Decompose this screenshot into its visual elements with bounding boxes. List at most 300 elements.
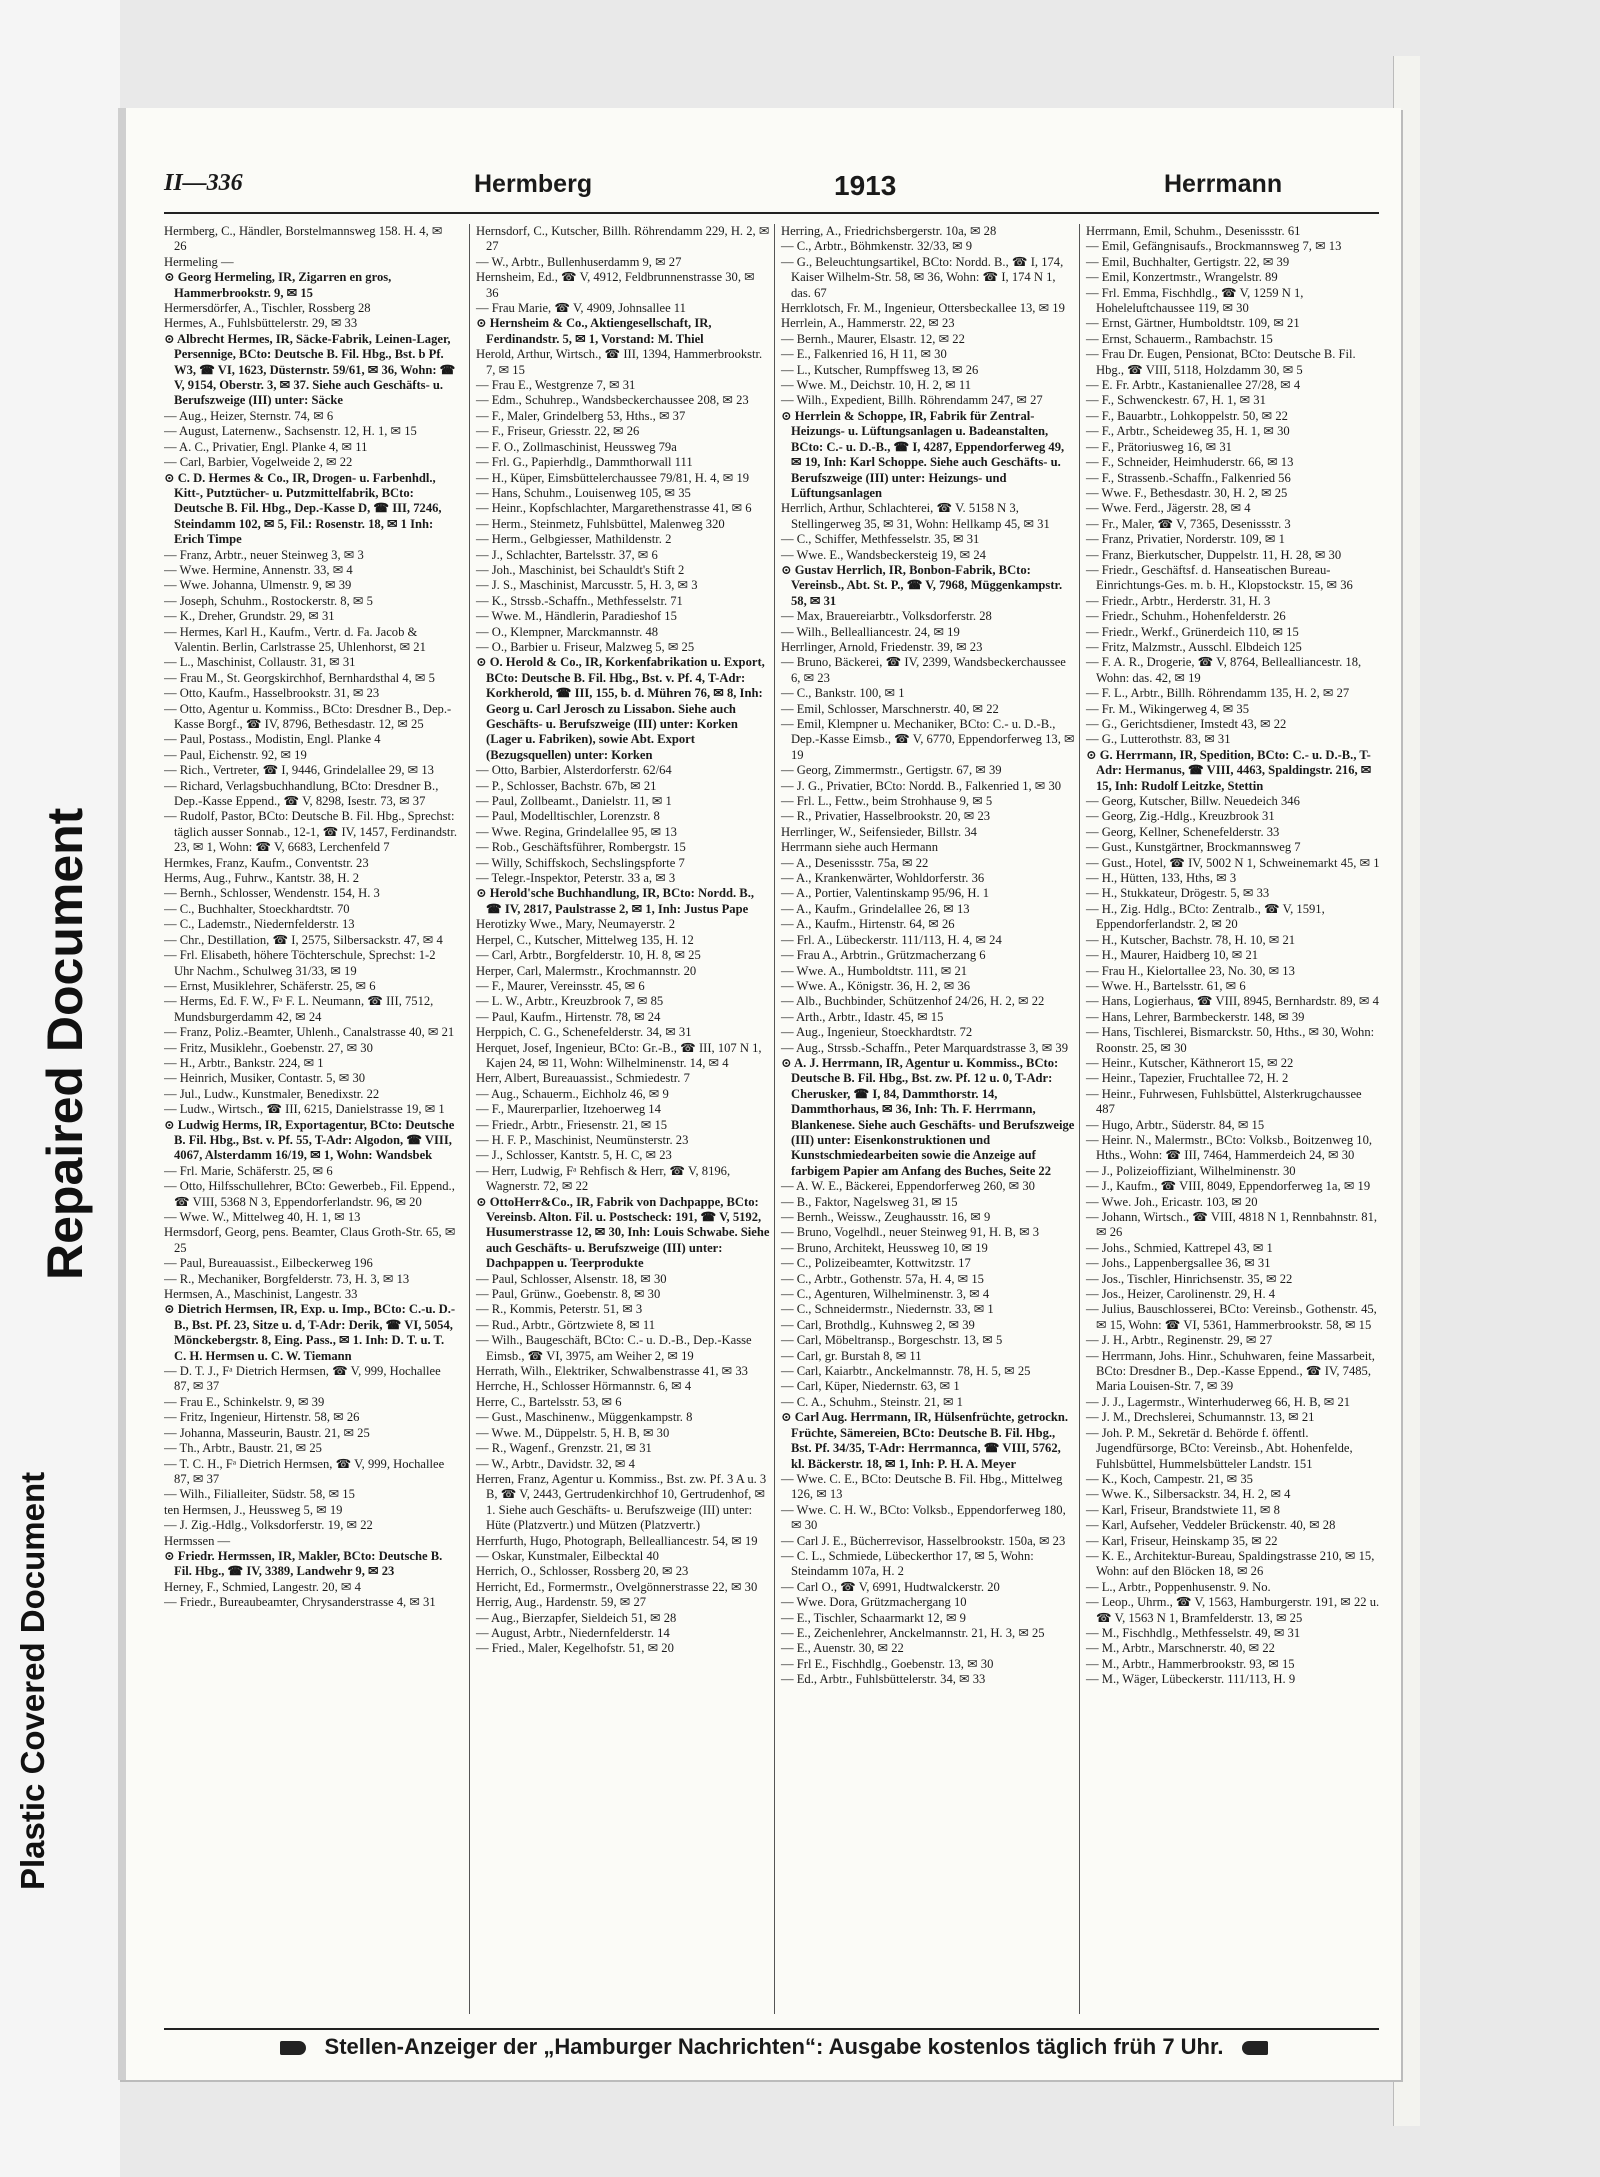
column-2	[469, 224, 770, 2014]
directory-entry: — L., Kutscher, Rumpffsweg 13, ✉ 26	[781, 362, 979, 377]
directory-entry: — Johs., Schmied, Kattrepel 43, ✉ 1	[1086, 1240, 1273, 1255]
directory-entry: — Bernh., Schlosser, Wendenstr. 154, H. 3	[164, 886, 380, 901]
directory-entry: — Bernh., Weissw., Zeughausstr. 16, ✉ 9	[781, 1210, 991, 1224]
directory-entry: — R., Privatier, Hasselbrookstr. 20, ✉ 23	[781, 809, 991, 824]
directory-entry: Hermsdorf, Georg, pens. Beamter, Claus Groth-Str. 65, ✉ 25	[164, 1225, 456, 1255]
page-footer	[164, 2028, 1379, 2066]
directory-entry: — Wwe. C. H. W., BCto: Volksb., Eppendorferweg 180, ✉ 30	[781, 1502, 1066, 1533]
directory-entry: — A., Krankenwärter, Wohldorferstr. 36	[781, 871, 985, 886]
directory-entry: — H., Hütten, 133, Hths, ✉ 3	[1086, 871, 1237, 886]
directory-entry: — F., Arbtr., Scheideweg 35, H. 1, ✉ 30	[1086, 424, 1290, 439]
directory-entry: — Fr. M., Wikingerweg 4, ✉ 35	[1086, 701, 1250, 716]
directory-entry: — Emil, Konzertmstr., Wrangelstr. 89	[1086, 270, 1278, 285]
directory-entry: Hernsdorf, C., Kutscher, Billh. Röhrendamm 229, H. 2, ✉ 27	[476, 224, 770, 254]
directory-entry: — F., Maler, Grindelberg 53, Hths., ✉ 37	[476, 408, 686, 423]
directory-entry: — L., Arbtr., Poppenhusenstr. 9. No.	[1086, 1579, 1271, 1594]
directory-entry: — Frau E., Schinkelstr. 9, ✉ 39	[164, 1394, 325, 1409]
directory-entry: — Gust., Maschinenw., Müggenkampstr. 8	[476, 1410, 693, 1425]
directory-entry: — Wwe. A., Königstr. 36, H. 2, ✉ 36	[781, 978, 971, 993]
directory-entry: — Wwe. K., Silbersackstr. 34, H. 2, ✉ 4	[1086, 1487, 1291, 1502]
directory-entry: Herrlich, Arthur, Schlachterei, ☎ V. 5158 N 3, Stellingerweg 35, ✉ 31, Wohn: Hellkamp 45, ✉ 31	[781, 501, 1050, 531]
directory-entry: Herrlein, A., Hammerstr. 22, ✉ 23	[781, 316, 955, 331]
directory-entry: — Wilh., Bellealliancestr. 24, ✉ 19	[781, 624, 960, 639]
directory-entry: — Paul, Eichenstr. 92, ✉ 19	[164, 747, 307, 762]
directory-entry: — Heinr., Kutscher, Käthnerort 15, ✉ 22	[1086, 1055, 1294, 1070]
directory-entry: — Wwe. F., Bethesdastr. 30, H. 2, ✉ 25	[1086, 485, 1288, 500]
directory-entry: — E., Falkenried 16, H 11, ✉ 30	[781, 347, 947, 362]
directory-entry: — H., Kutscher, Bachstr. 78, H. 10, ✉ 21	[1086, 932, 1296, 947]
directory-entry: — Joh., Maschinist, bei Schauldt's Stift 2	[476, 562, 685, 577]
directory-entry: — F., Strassenb.-Schaffn., Falkenried 56	[1086, 470, 1291, 485]
directory-entry: — A., Kaufm., Grindelallee 26, ✉ 13	[781, 901, 970, 916]
page-number: II—336	[164, 170, 243, 196]
directory-entry: — Fried., Maler, Kegelhofstr. 51, ✉ 20	[476, 1641, 674, 1656]
directory-entry: ⊙ G. Herrmann, IR, Spedition, BCto: C.- u. D.-B., T-Adr: Hermanus, ☎ VIII, 4463, Spaldingstr. 216, ✉ 15, Inh: Rudolf Leitzke, Stettin	[1086, 747, 1372, 793]
directory-entry: — M., Fischhdlg., Methfesselstr. 49, ✉ 31	[1086, 1625, 1301, 1640]
directory-entry: — Frl. Elisabeth, höhere Töchterschule, Sprechst: 1-2 Uhr Nachm., Schulweg 31/33, ✉ 19	[164, 948, 436, 978]
directory-entry: — M., Arbtr., Hammerbrookstr. 93, ✉ 15	[1086, 1656, 1295, 1671]
directory-entry: Hermsen, A., Maschinist, Langestr. 33	[164, 1287, 358, 1302]
directory-entry: Herney, F., Schmied, Langestr. 20, ✉ 4	[164, 1579, 361, 1594]
directory-entry: — Franz, Bierkutscher, Duppelstr. 11, H. 28, ✉ 30	[1086, 547, 1342, 562]
directory-entry: ten Hermsen, J., Heussweg 5, ✉ 19	[164, 1502, 343, 1517]
directory-entry: Herrklotsch, Fr. M., Ingenieur, Ottersbeckallee 13, ✉ 19	[781, 301, 1065, 316]
directory-entry: — Edm., Schuhrep., Wandsbeckerchaussee 208, ✉ 23	[476, 393, 749, 408]
directory-entry: — Johs., Lappenbergsallee 36, ✉ 31	[1086, 1256, 1271, 1271]
directory-entry: — Friedr., Bureaubeamter, Chrysanderstrasse 4, ✉ 31	[164, 1595, 436, 1610]
directory-entry: — Paul, Grünw., Goebenstr. 8, ✉ 30	[476, 1287, 661, 1302]
directory-entry: Herppich, C. G., Schenefelderstr. 34, ✉ 31	[476, 1025, 692, 1040]
directory-entry: — Frau H., Kielortallee 23, No. 30, ✉ 13	[1086, 963, 1295, 978]
directory-entry: — Hermes, Karl H., Kaufm., Vertr. d. Fa. Jacob & Valentin. Berlin, Carlstrasse 25, Uhlenhorst, ✉ 21	[164, 624, 426, 654]
directory-entry: — Bruno, Architekt, Heussweg 10, ✉ 19	[781, 1240, 988, 1255]
directory-entry: — H., Küper, Eimsbüttelerchaussee 79/81, H. 4, ✉ 19	[476, 470, 750, 485]
directory-entry: Herricht, Ed., Formermstr., Ovelgönnerstrasse 22, ✉ 30	[476, 1579, 758, 1594]
directory-entry: — Frau Marie, ☎ V, 4909, Johnsallee 11	[476, 301, 686, 316]
directory-entry: — K. E., Architektur-Bureau, Spaldingstrasse 210, ✉ 15, Wohn: auf den Blöcken 18, ✉ 26	[1086, 1548, 1375, 1579]
directory-entry: — Carl, Kaiarbtr., Anckelmannstr. 78, H. 5, ✉ 25	[781, 1364, 1031, 1379]
directory-entry: — Willy, Schiffskoch, Sechslingspforte 7	[476, 855, 685, 870]
directory-entry: — Frl E., Fischhdlg., Goebenstr. 13, ✉ 30	[781, 1656, 994, 1671]
directory-entry: — Frau E., Westgrenze 7, ✉ 31	[476, 378, 636, 393]
directory-entry: Herotizky Wwe., Mary, Neumayerstr. 2	[476, 917, 675, 932]
directory-entry: Herre, C., Bartelsstr. 53, ✉ 6	[476, 1394, 622, 1409]
directory-entry: — Carl, Möbeltransp., Borgeschstr. 13, ✉ 5	[781, 1333, 1003, 1348]
directory-entry: — J. H., Arbtr., Reginenstr. 29, ✉ 27	[1086, 1333, 1273, 1348]
plastic-covered-label: Plastic Covered Document	[14, 1471, 51, 1890]
directory-entry: — Frau A., Arbtrin., Grützmacherzang 6	[781, 948, 986, 963]
directory-entry: — Arth., Arbtr., Idastr. 45, ✉ 15	[781, 1009, 944, 1024]
directory-entry: — Hans, Schuhm., Louisenweg 105, ✉ 35	[476, 485, 691, 500]
column-4	[1079, 224, 1380, 2014]
directory-entry: — Heinr., Tapezier, Fruchtallee 72, H. 2	[1086, 1071, 1289, 1086]
document-page	[118, 108, 1401, 2080]
directory-entry: Herrich, O., Schlosser, Rossberg 20, ✉ 23	[476, 1564, 689, 1579]
directory-entry: — F., Schneider, Heimhuderstr. 66, ✉ 13	[1086, 455, 1294, 470]
directory-entry: — Carl J. E., Bücherrevisor, Hasselbrookstr. 150a, ✉ 23	[781, 1533, 1066, 1548]
directory-entry: — Chr., Destillation, ☎ I, 2575, Silbersackstr. 47, ✉ 4	[164, 932, 443, 947]
directory-entry: — C., Polizeibeamter, Kottwitzstr. 17	[781, 1256, 971, 1271]
directory-entry: — J. G., Privatier, BCto: Nordd. B., Falkenried 1, ✉ 30	[781, 778, 1062, 793]
page-header	[164, 168, 1379, 214]
directory-entry: Hermberg, C., Händler, Borstelmannsweg 158. H. 4, ✉ 26	[164, 224, 443, 254]
directory-entry: — J., Polizeioffiziant, Wilhelminenstr. 30	[1086, 1163, 1296, 1178]
directory-entry: — Emil, Klempner u. Mechaniker, BCto: C.- u. D.-B., Dep.-Kasse Eimsb., ☎ V, 6770, Eppendorferweg 13, ✉ 19	[781, 717, 1075, 762]
directory-entry: — Otto, Hilfsschullehrer, BCto: Gewerbeb., Fil. Eppend., ☎ VIII, 5368 N 3, Eppendorferlandstr. 96, ✉ 20	[164, 1179, 455, 1209]
directory-entry: — Carl O., ☎ V, 6991, Hudtwalckerstr. 20	[781, 1579, 1000, 1594]
directory-entry: — F. L., Arbtr., Billh. Röhrendamm 135, H. 2, ✉ 27	[1086, 686, 1350, 701]
directory-entry: — H., Maurer, Haidberg 10, ✉ 21	[1086, 948, 1259, 963]
directory-entry: — Friedr., Schuhm., Hohenfelderstr. 26	[1086, 609, 1286, 624]
directory-entry: — Heinr., Fuhrwesen, Fuhlsbüttel, Alsterkrugchaussee 487	[1086, 1086, 1362, 1117]
repaired-document-label: Repaired Document	[37, 807, 93, 1280]
directory-entry: — Aug., Schauerm., Eichholz 46, ✉ 9	[476, 1086, 669, 1101]
directory-entry: — Paul, Zollbeamt., Danielstr. 11, ✉ 1	[476, 794, 672, 809]
directory-entry: — Wwe. Regina, Grindelallee 95, ✉ 13	[476, 824, 677, 839]
directory-entry: — Heinr. N., Malermstr., BCto: Volksb., Boitzenweg 10, Hths., Wohn: ☎ III, 7464, Hammerdeich 24, ✉ 30	[1086, 1132, 1373, 1163]
directory-entry: — Wwe. W., Mittelweg 40, H. 1, ✉ 13	[164, 1210, 361, 1224]
directory-entry: — Georg, Kellner, Schenefelderstr. 33	[1086, 824, 1280, 839]
directory-entry: — L., Maschinist, Collaustr. 31, ✉ 31	[164, 655, 356, 670]
directory-entry: ⊙ Herold'sche Buchhandlung, IR, BCto: Nordd. B., ☎ IV, 2817, Paulstrasse 2, ✉ 1, Inh: Justus Pape	[476, 886, 754, 916]
directory-entry: — Hugo, Arbtr., Süderstr. 84, ✉ 15	[1086, 1117, 1265, 1132]
directory-entry: — Fritz, Ingenieur, Hirtenstr. 58, ✉ 26	[164, 1410, 360, 1425]
directory-entry: — Paul, Bureauassist., Eilbeckerweg 196	[164, 1256, 373, 1271]
directory-entry: ⊙ Hernsheim & Co., Aktiengesellschaft, IR, Ferdinandstr. 5, ✉ 1, Vorstand: M. Thiel	[476, 316, 712, 346]
directory-entry: — Frl. Emma, Fischhdlg., ☎ V, 1259 N 1, Hoheleluftchaussee 119, ✉ 30	[1086, 285, 1304, 316]
directory-entry: — Heinr., Kopfschlachter, Margarethenstrasse 41, ✉ 6	[476, 501, 752, 516]
directory-entry: — Carl, Barbier, Vogelweide 2, ✉ 22	[164, 455, 353, 470]
directory-entry: — W., Arbtr., Davidstr. 32, ✉ 4	[476, 1456, 635, 1471]
directory-entry: Herring, A., Friedrichsbergerstr. 10a, ✉ 28	[781, 224, 997, 238]
directory-entry: — Georg, Zimmermstr., Gertigstr. 67, ✉ 39	[781, 763, 1002, 778]
directory-entry: ⊙ Georg Hermeling, IR, Zigarren en gros, Hammerbrookstr. 9, ✉ 15	[164, 270, 392, 300]
directory-entry: — Wwe. M., Deichstr. 10, H. 2, ✉ 11	[781, 378, 971, 393]
directory-entry: — Frau Dr. Eugen, Pensionat, BCto: Deutsche B. Fil. Hbg., ☎ VIII, 5118, Holzdamm 30, ✉ 5	[1086, 347, 1356, 377]
directory-entry: Herrlinger, Arnold, Friedenstr. 39, ✉ 23	[781, 639, 983, 654]
directory-entry: ⊙ A. J. Herrmann, IR, Agentur u. Kommiss., BCto: Deutsche B. Fil. Hbg., Bst. zw. Pf. 12 u. 0, T-Adr: Cherusker, ☎ I, 84, Dammthorstr. 14, Dammthorhaus, ✉ 36, Inh: Th. F. Herrmann, Blankenese. Siehe auch Geschäfts- und Berufszweige (III) unter: Eisenkonstruktionen und Kunstschmiedearbeiten sowie die Anzeige auf farbigem Papier am Anfang des Buches, Seite 22	[781, 1055, 1075, 1178]
directory-entry: — Joh. P. M., Sekretär d. Behörde f. öffentl. Jugendfürsorge, BCto: Vereinsb., Abt. Hohenfelde, Fuhlsbüttel, Hummelsbütteler Landstr. 151	[1086, 1425, 1353, 1471]
directory-entry: — Jul., Ludw., Kunstmaler, Benedixstr. 22	[164, 1086, 380, 1101]
directory-entry: — Aug., Ingenieur, Stoeckhardtstr. 72	[781, 1025, 973, 1040]
directory-columns	[164, 224, 1379, 2014]
directory-entry: — Karl, Friseur, Brandstwiete 11, ✉ 8	[1086, 1502, 1280, 1517]
directory-entry: — Emil, Gefängnisaufs., Brockmannsweg 7, ✉ 13	[1086, 239, 1342, 254]
directory-entry: Herr, Albert, Bureauassist., Schmiedestr. 7	[476, 1071, 690, 1086]
directory-entry: Herrlinger, W., Seifensieder, Billstr. 34	[781, 824, 977, 839]
directory-entry: — F., Schwenckestr. 67, H. 1, ✉ 31	[1086, 393, 1266, 408]
directory-entry: — Herrmann, Johs. Hinr., Schuhwaren, feine Massarbeit, BCto: Dresdner B., Dep.-Kasse Eppend., ☎ IV, 7485, Maria Louisen-Str. 7, ✉ 39	[1086, 1348, 1375, 1394]
directory-entry: — Friedr., Arbtr., Herderstr. 31, H. 3	[1086, 593, 1271, 608]
directory-entry: Hermeling —	[164, 254, 234, 269]
directory-entry: — Herm., Gelbgiesser, Mathildenstr. 2	[476, 532, 672, 547]
directory-entry: — J. J., Lagermstr., Winterhuderweg 66, H. B, ✉ 21	[1086, 1394, 1351, 1409]
directory-entry: — B., Faktor, Nagelsweg 31, ✉ 15	[781, 1194, 958, 1209]
directory-entry: — Johanna, Masseurin, Baustr. 21, ✉ 25	[164, 1425, 370, 1440]
directory-entry: — Wilh., Baugeschäft, BCto: C.- u. D.-B., Dep.-Kasse Eimsb., ☎ VI, 3975, am Weiher 2, ✉ 19	[476, 1333, 752, 1363]
directory-entry: — H. F. P., Maschinist, Neumünsterstr. 23	[476, 1132, 689, 1147]
directory-entry: — Fritz, Malzmstr., Ausschl. Elbdeich 125	[1086, 639, 1302, 654]
directory-entry: — C., Agenturen, Wilhelminenstr. 3, ✉ 4	[781, 1287, 990, 1302]
directory-entry: — Herm., Steinmetz, Fuhlsbüttel, Malenweg 320	[476, 516, 725, 531]
directory-entry: — Carl, Küper, Niedernstr. 63, ✉ 1	[781, 1379, 960, 1394]
directory-entry: — Bruno, Vogelhdl., neuer Steinweg 91, H. B, ✉ 3	[781, 1225, 1040, 1240]
directory-entry: — Rich., Vertreter, ☎ I, 9446, Grindelallee 29, ✉ 13	[164, 763, 434, 778]
directory-entry: — Ernst, Gärtner, Humboldtstr. 109, ✉ 21	[1086, 316, 1300, 331]
directory-entry: — Karl, Aufseher, Veddeler Brückenstr. 40, ✉ 28	[1086, 1518, 1336, 1533]
directory-entry: ⊙ Carl Aug. Herrmann, IR, Hülsenfrüchte, getrockn. Früchte, Sämereien, BCto: Deutsche B. Fil. Hbg., Bst. Pf. 34/35, T-Adr: Herrmannca, ☎ VIII, 5762, kl. Bäckerstr. 18, ✉ 1, Inh: P. H. A. Meyer	[781, 1410, 1069, 1471]
directory-entry: — J. S., Maschinist, Marcusstr. 5, H. 3, ✉ 3	[476, 578, 698, 593]
footer-text: Stellen-Anzeiger der „Hamburger Nachrichten“: Ausgabe kostenlos täglich früh 7 Uhr.	[324, 2034, 1224, 2059]
directory-entry: — O., Barbier u. Friseur, Malzweg 5, ✉ 25	[476, 639, 695, 654]
directory-entry: — C., Buchhalter, Stoeckhardtstr. 70	[164, 901, 350, 916]
directory-entry: — Aug., Heizer, Sternstr. 74, ✉ 6	[164, 408, 334, 423]
directory-entry: — F. O., Zollmaschinist, Heussweg 79a	[476, 439, 677, 454]
directory-entry: Herrig, Aug., Hardenstr. 59, ✉ 27	[476, 1595, 647, 1610]
directory-entry: — Emil, Schlosser, Marschnerstr. 40, ✉ 22	[781, 701, 999, 716]
directory-entry: ⊙ C. D. Hermes & Co., IR, Drogen- u. Farbenhdl., Kitt-, Putztücher- u. Putzmittelfabrik, BCto: Deutsche B. Fil. Hbg., Dep.-Kasse D, ☎ III, 7246, Steindamm 102, ✉ 5, Fil.: Rosenstr. 18, ✉ 1 Inh: Erich Timpe	[164, 470, 442, 547]
directory-entry: — Emil, Buchhalter, Gertigstr. 22, ✉ 39	[1086, 254, 1290, 269]
directory-entry: — H., Stukkateur, Drögestr. 5, ✉ 33	[1086, 886, 1270, 901]
directory-entry: — Frl. G., Papierhdlg., Dammthorwall 111	[476, 455, 693, 470]
column-1	[164, 224, 458, 2014]
directory-entry: Hermssen —	[164, 1533, 231, 1548]
directory-entry: — R., Mechaniker, Borgfelderstr. 73, H. 3, ✉ 13	[164, 1271, 410, 1286]
directory-entry: — Fr., Maler, ☎ V, 7365, Desenissstr. 3	[1086, 516, 1291, 531]
directory-entry: — C., Arbtr., Gothenstr. 57a, H. 4, ✉ 15	[781, 1271, 984, 1286]
directory-entry: — Ernst, Schauerm., Rambachstr. 15	[1086, 331, 1273, 346]
directory-entry: — August, Arbtr., Niedernfelderstr. 14	[476, 1625, 670, 1640]
directory-entry: Herrmann, Emil, Schuhm., Desenissstr. 61	[1086, 224, 1301, 238]
directory-entry: — Rud., Arbtr., Görtzwiete 8, ✉ 11	[476, 1317, 656, 1332]
directory-entry: Hermkes, Franz, Kaufm., Conventstr. 23	[164, 855, 369, 870]
directory-entry: — Paul, Schlosser, Alsenstr. 18, ✉ 30	[476, 1271, 667, 1286]
directory-entry: Herrath, Wilh., Elektriker, Schwalbenstrasse 41, ✉ 33	[476, 1364, 748, 1379]
directory-entry: — Bernh., Maurer, Elsastr. 12, ✉ 22	[781, 331, 965, 346]
directory-entry: — Julius, Bauschlosserei, BCto: Vereinsb., Gothenstr. 45, ✉ 15, Wohn: ☎ VI, 5361, Hammerbrookstr. 58, ✉ 15	[1086, 1302, 1377, 1332]
directory-entry: — J. M., Drechslerei, Schumannstr. 13, ✉ 21	[1086, 1410, 1315, 1425]
directory-entry: Hermersdörfer, A., Tischler, Rossberg 28	[164, 301, 371, 316]
directory-entry: — C., Arbtr., Böhmkenstr. 32/33, ✉ 9	[781, 239, 973, 254]
directory-entry: — A., Desenissstr. 75a, ✉ 22	[781, 855, 929, 870]
directory-entry: — Carl, Arbtr., Borgfelderstr. 10, H. 8, ✉ 25	[476, 948, 701, 963]
side-banner	[0, 0, 120, 2177]
directory-entry: — Wwe. Johanna, Ulmenstr. 9, ✉ 39	[164, 578, 352, 593]
directory-entry: — C., Schneidermstr., Niedernstr. 33, ✉ 1	[781, 1302, 994, 1317]
directory-entry: — E. Fr. Arbtr., Kastanienallee 27/28, ✉ 4	[1086, 378, 1301, 393]
directory-entry: — Hans, Lehrer, Barmbeckerstr. 148, ✉ 39	[1086, 1009, 1305, 1024]
directory-entry: — P., Schlosser, Bachstr. 67b, ✉ 21	[476, 778, 657, 793]
directory-entry: — Carl, gr. Burstah 8, ✉ 11	[781, 1348, 922, 1363]
footer-advert	[224, 2034, 1324, 2060]
directory-entry: — Georg, Kutscher, Billw. Neuedeich 346	[1086, 794, 1300, 809]
directory-entry: Herold, Arthur, Wirtsch., ☎ III, 1394, Hammerbrookstr. 7, ✉ 15	[476, 347, 763, 377]
directory-entry: — Heinrich, Musiker, Contastr. 5, ✉ 30	[164, 1071, 366, 1086]
directory-entry: Herms, Aug., Fuhrw., Kantstr. 38, H. 2	[164, 871, 360, 886]
directory-entry: — Otto, Agentur u. Kommiss., BCto: Dresdner B., Dep.-Kasse Borgf., ☎ IV, 8796, Bethesdastr. 12, ✉ 25	[164, 701, 452, 731]
directory-entry: — Frl. L., Fettw., beim Strohhause 9, ✉ 5	[781, 794, 993, 809]
directory-entry: — H., Arbtr., Bankstr. 224, ✉ 1	[164, 1055, 324, 1070]
directory-entry: — Georg, Zig.-Hdlg., Kreuzbrook 31	[1086, 809, 1275, 824]
directory-entry: — Herms, Ed. F. W., Fᵃ F. L. Neumann, ☎ III, 7512, Mundsburgerdamm 42, ✉ 24	[164, 994, 434, 1024]
directory-entry: — Aug., Strssb.-Schaffn., Peter Marquardstrasse 3, ✉ 39	[781, 1040, 1068, 1055]
directory-entry: Hernsheim, Ed., ☎ V, 4912, Feldbrunnenstrasse 30, ✉ 36	[476, 270, 755, 300]
directory-entry: — K., Strssb.-Schaffn., Methfesselstr. 71	[476, 593, 683, 608]
directory-entry: — C., Schiffer, Methfesselstr. 35, ✉ 31	[781, 532, 980, 547]
directory-entry: Herpel, C., Kutscher, Mittelweg 135, H. 12	[476, 932, 694, 947]
directory-entry: — F. A. R., Drogerie, ☎ V, 8764, Bellealliancestr. 18, Wohn: das. 42, ✉ 19	[1086, 655, 1362, 685]
directory-entry: — Rudolf, Pastor, BCto: Deutsche B. Fil. Hbg., Sprechst: täglich ausser Sonnab., 12-1, ☎ IV, 1457, Ferdinandstr. 23, ✉ 1, Wohn: ☎ V, 6683, Lerchenfeld 7	[164, 809, 458, 855]
directory-entry: — Otto, Barbier, Alsterdorferstr. 62/64	[476, 763, 672, 778]
directory-entry: — Oskar, Kunstmaler, Eilbecktal 40	[476, 1548, 659, 1563]
directory-entry: — Franz, Privatier, Norderstr. 109, ✉ 1	[1086, 532, 1285, 547]
directory-entry: — Richard, Verlagsbuchhandlung, BCto: Dresdner B., Dep.-Kasse Eppend., ☎ V, 8298, Isestr. 73, ✉ 37	[164, 778, 439, 809]
directory-entry: ⊙ Dietrich Hermsen, IR, Exp. u. Imp., BCto: C.-u. D.-B., Bst. Pf. 23, Sitze u. d, T-Adr: Derik, ☎ VI, 5054, Mönckebergstr. 8, Eing. Pass., ✉ 1. Inh: D. T. u. T. C. H. Hermsen u. C. W. Tiemann	[164, 1302, 456, 1363]
directory-entry: — Otto, Kaufm., Hasselbrookstr. 31, ✉ 23	[164, 686, 380, 701]
directory-entry: — F., Prätoriusweg 16, ✉ 31	[1086, 439, 1232, 454]
directory-entry: — K., Dreher, Grundstr. 29, ✉ 31	[164, 609, 335, 624]
directory-entry: Herrmann siehe auch Hermann	[781, 840, 939, 855]
directory-entry: — C., Bankstr. 100, ✉ 1	[781, 686, 905, 701]
directory-entry: — Johann, Wirtsch., ☎ VIII, 4818 N 1, Rennbahnstr. 81, ✉ 26	[1086, 1210, 1378, 1240]
directory-entry: — Bruno, Bäckerei, ☎ IV, 2399, Wandsbeckerchaussee 6, ✉ 23	[781, 655, 1066, 685]
column-3	[774, 224, 1075, 2014]
directory-entry: — G., Gerichtsdiener, Imstedt 43, ✉ 22	[1086, 717, 1287, 731]
directory-entry: — Ernst, Musiklehrer, Schäferstr. 25, ✉ 6	[164, 978, 376, 993]
directory-entry: — Max, Brauereiarbtr., Volksdorferstr. 28	[781, 609, 992, 624]
directory-entry: Herren, Franz, Agentur u. Kommiss., Bst. zw. Pf. 3 A u. 3 B, ☎ V, 2443, Gertrudenkirchhof 10, Gertrudenhof, ✉ 1. Siehe auch Geschäfts- u. Berufszweige (III) unter: Hüte (Platzvertr.) und Mützen (Platzvertr.)	[476, 1471, 767, 1533]
directory-entry: — L. W., Arbtr., Kreuzbrook 7, ✉ 85	[476, 994, 664, 1009]
directory-entry: — Wilh., Filialleiter, Südstr. 58, ✉ 15	[164, 1487, 355, 1502]
directory-entry: — August, Laternenw., Sachsenstr. 12, H. 1, ✉ 15	[164, 424, 417, 439]
directory-entry: — Wilh., Expedient, Billh. Röhrendamm 247, ✉ 27	[781, 393, 1043, 408]
directory-entry: — F., Maurer, Vereinsstr. 45, ✉ 6	[476, 978, 645, 993]
directory-entry: ⊙ Gustav Herrlich, IR, Bonbon-Fabrik, BCto: Vereinsb., Abt. St. P., ☎ V, 7968, Müggenkampstr. 58, ✉ 31	[781, 562, 1063, 608]
directory-entry: — F., Friseur, Griesstr. 22, ✉ 26	[476, 424, 640, 439]
directory-entry: ⊙ Herrlein & Schoppe, IR, Fabrik für Zentral-Heizungs- u. Lüftungsanlagen u. Badeanstalten, BCto: C.- u. D.-B., ☎ I, 4287, Eppendorferweg 49, ✉ 19, Inh: Karl Schoppe. Siehe auch Geschäfts- u. Berufszweige (III) unter: Heizungs- und Lüftungsanlagen	[781, 408, 1065, 500]
directory-entry: ⊙ Ludwig Herms, IR, Exportagentur, BCto: Deutsche B. Fil. Hbg., Bst. v. Pf. 55, T-Adr: Algodon, ☎ VIII, 4067, Alsterdamm 16/19, ✉ 1, Wohn: Wandsbek	[164, 1117, 455, 1163]
directory-entry: — E., Zeichenlehrer, Anckelmannstr. 21, H. 3, ✉ 25	[781, 1625, 1045, 1640]
directory-entry: — Aug., Bierzapfer, Sieldeich 51, ✉ 28	[476, 1610, 677, 1625]
directory-entry: — Ludw., Wirtsch., ☎ III, 6215, Danielstrasse 19, ✉ 1	[164, 1102, 445, 1117]
directory-entry: — G., Beleuchtungsartikel, BCto: Nordd. B., ☎ I, 174, Kaiser Wilhelm-Str. 58, ✉ 36, Wohn: ☎ I, 174 N 1, das. 67	[781, 254, 1064, 300]
directory-entry: — M., Wäger, Lübeckerstr. 111/113, H. 9	[1086, 1672, 1296, 1687]
directory-entry: — F., Maurerparlier, Itzehoerweg 14	[476, 1102, 661, 1117]
directory-entry: — Th., Arbtr., Baustr. 21, ✉ 25	[164, 1441, 322, 1456]
directory-entry: — Wwe. Dora, Grützmachergang 10	[781, 1595, 967, 1610]
year: 1913	[834, 170, 897, 201]
directory-entry: — Karl, Friseur, Heinskamp 35, ✉ 22	[1086, 1533, 1278, 1548]
directory-entry: — Hans, Logierhaus, ☎ VIII, 8945, Bernhardstr. 89, ✉ 4	[1086, 994, 1379, 1009]
directory-entry: — A. W. E., Bäckerei, Eppendorferweg 260, ✉ 30	[781, 1179, 1035, 1194]
directory-entry: — Herr, Ludwig, Fᵃ Rehfisch & Herr, ☎ V, 8196, Wagnerstr. 72, ✉ 22	[476, 1163, 731, 1194]
directory-entry: — Franz, Arbtr., neuer Steinweg 3, ✉ 3	[164, 547, 364, 562]
directory-entry: — Jos., Tischler, Hinrichsenstr. 35, ✉ 22	[1086, 1271, 1293, 1286]
directory-entry: Herrfurth, Hugo, Photograph, Bellealliancestr. 54, ✉ 19	[476, 1533, 758, 1548]
pointing-hand-icon	[280, 2041, 306, 2055]
directory-entry: — J., Schlachter, Bartelsstr. 37, ✉ 6	[476, 547, 658, 562]
directory-entry: — Wwe. M., Händlerin, Paradieshof 15	[476, 609, 677, 624]
directory-entry: — Paul, Postass., Modistin, Engl. Planke 4	[164, 732, 381, 747]
pointing-hand-icon	[1242, 2041, 1268, 2055]
directory-entry: — Fritz, Musiklehr., Goebenstr. 27, ✉ 30	[164, 1040, 373, 1055]
directory-entry: — Wwe. M., Düppelstr. 5, H. B, ✉ 30	[476, 1425, 670, 1440]
directory-entry: ⊙ Albrecht Hermes, IR, Säcke-Fabrik, Leinen-Lager, Persennige, BCto: Deutsche B. Fil. Hbg., Bst. b Pf. W3, ☎ VI, 1623, Düsternstr. 59/61, ✉ 36, Wohn: ☎ V, 9154, Oberstr. 3, ✉ 37. Siehe auch Geschäfts- u. Berufszweige (III) unter: Säcke	[164, 331, 456, 408]
directory-entry: — K., Koch, Campestr. 21, ✉ 35	[1086, 1471, 1253, 1486]
directory-entry: — H., Zig. Hdlg., BCto: Zentralb., ☎ V, 1591, Eppendorferlandstr. 2, ✉ 20	[1086, 901, 1325, 932]
directory-entry: — O., Klempner, Marckmannstr. 48	[476, 624, 659, 639]
directory-entry: — Frl. A., Lübeckerstr. 111/113, H. 4, ✉ 24	[781, 932, 1002, 947]
directory-entry: — Wwe. E., Wandsbeckersteig 19, ✉ 24	[781, 547, 986, 562]
directory-entry: — Hans, Tischlerei, Bismarckstr. 50, Hths., ✉ 30, Wohn: Roonstr. 25, ✉ 30	[1086, 1025, 1375, 1055]
directory-entry: — Franz, Poliz.-Beamter, Uhlenh., Canalstrasse 40, ✉ 21	[164, 1025, 455, 1040]
directory-entry: — Paul, Kaufm., Hirtenstr. 78, ✉ 24	[476, 1009, 661, 1024]
directory-entry: — J., Schlosser, Kantstr. 5, H. C, ✉ 23	[476, 1148, 672, 1163]
directory-entry: ⊙ Friedr. Hermssen, IR, Makler, BCto: Deutsche B. Fil. Hbg., ☎ IV, 3389, Landwehr 9, ✉ 23	[164, 1548, 443, 1579]
directory-entry: Herquet, Josef, Ingenieur, BCto: Gr.-B., ☎ III, 107 N 1, Kajen 24, ✉ 11, Wohn: Wilhelminenstr. 14, ✉ 4	[476, 1040, 762, 1070]
directory-entry: — R., Kommis, Peterstr. 51, ✉ 3	[476, 1302, 643, 1317]
directory-entry: — C. A., Schuhm., Steinstr. 21, ✉ 1	[781, 1394, 963, 1409]
directory-entry: — C. L., Schmiede, Lübeckerthor 17, ✉ 5, Wohn: Steindamm 107a, H. 2	[781, 1548, 1034, 1579]
left-keyword: Hermberg	[474, 170, 593, 198]
directory-entry: — Wwe. Ferd., Jägerstr. 28, ✉ 4	[1086, 501, 1251, 516]
directory-entry: — C., Lademstr., Niedernfelderstr. 13	[164, 917, 355, 932]
directory-entry: — Leop., Uhrm., ☎ V, 1563, Hamburgerstr. 191, ✉ 22 u. ☎ V, 1563 N 1, Bramfelderstr. 13, ✉ 25	[1086, 1595, 1380, 1625]
directory-entry: — Wwe. A., Humboldtstr. 111, ✉ 21	[781, 963, 968, 978]
directory-entry: Herper, Carl, Malermstr., Krochmannstr. 20	[476, 963, 697, 978]
directory-entry: — Friedr., Werkf., Grünerdeich 110, ✉ 15	[1086, 624, 1299, 639]
directory-entry: — Frau M., St. Georgskirchhof, Bernhardsthal 4, ✉ 5	[164, 670, 435, 685]
directory-entry: — Alb., Buchbinder, Schützenhof 24/26, H. 2, ✉ 22	[781, 994, 1045, 1009]
directory-entry: — M., Arbtr., Marschnerstr. 40, ✉ 22	[1086, 1641, 1275, 1656]
directory-entry: — A., Portier, Valentinskamp 95/96, H. 1	[781, 886, 990, 901]
directory-entry: — E., Auenstr. 30, ✉ 22	[781, 1641, 904, 1656]
directory-entry: — Paul, Modelltischler, Lorenzstr. 8	[476, 809, 660, 824]
directory-entry: — J., Kaufm., ☎ VIII, 8049, Eppendorferweg 1a, ✉ 19	[1086, 1179, 1371, 1194]
right-keyword: Herrmann	[1164, 170, 1283, 198]
directory-entry: — Ed., Arbtr., Fuhlsbüttelerstr. 34, ✉ 33	[781, 1672, 986, 1687]
directory-entry: — F., Bauarbtr., Lohkoppelstr. 50, ✉ 22	[1086, 408, 1288, 423]
directory-entry: — Gust., Kunstgärtner, Brockmannsweg 7	[1086, 840, 1301, 855]
directory-entry: — R., Wagenf., Grenzstr. 21, ✉ 31	[476, 1441, 652, 1456]
directory-entry: — Carl, Brothdlg., Kuhnsweg 2, ✉ 39	[781, 1317, 975, 1332]
directory-entry: ⊙ O. Herold & Co., IR, Korkenfabrikation u. Export, BCto: Deutsche B. Fil. Hbg., Bst. v. Pf. 4, T-Adr: Korkherold, ☎ III, 155, b. d. Mühren 76, ✉ 8, Inh: Georg u. Carl Jerosch zu Lissabon. Siehe auch Geschäfts- u. Berufszweige (III) unter: Korken (Lager u. Fabriken), sowie Abt. Export (Bezugsquellen) unter: Korken	[476, 655, 765, 762]
directory-entry: — Rob., Geschäftsführer, Rombergstr. 15	[476, 840, 686, 855]
directory-entry: Herrche, H., Schlosser Hörmannstr. 6, ✉ 4	[476, 1379, 692, 1394]
directory-entry: — Joseph, Schuhm., Rostockerstr. 8, ✉ 5	[164, 593, 373, 608]
directory-entry: — Friedr., Geschäftsf. d. Hanseatischen Bureau-Einrichtungs-Ges. m. b. H., Klopstockstr. 15, ✉ 36	[1086, 562, 1353, 593]
directory-entry: — J. Zig.-Hdlg., Volksdorferstr. 19, ✉ 22	[164, 1518, 373, 1533]
directory-entry: — Gust., Hotel, ☎ IV, 5002 N 1, Schweinemarkt 45, ✉ 1	[1086, 855, 1380, 870]
directory-entry: — Wwe. Joh., Ericastr. 103, ✉ 20	[1086, 1194, 1258, 1209]
directory-entry: — Wwe. H., Bartelsstr. 61, ✉ 6	[1086, 978, 1246, 993]
directory-entry: — Friedr., Arbtr., Friesenstr. 21, ✉ 15	[476, 1117, 668, 1132]
directory-entry: ⊙ OttoHerr&Co., IR, Fabrik von Dachpappe, BCto: Vereinsb. Alton. Fil. u. Postscheck: 191, ☎ V, 5192, Husumerstrasse 12, ✉ 30, Inh: Louis Schwabe. Siehe auch Geschäfts- u. Berufszweige (III) unter: Dachpappen u. Teerprodukte	[476, 1194, 770, 1271]
directory-entry: — Frl. Marie, Schäferstr. 25, ✉ 6	[164, 1163, 333, 1178]
directory-entry: — W., Arbtr., Bullenhuserdamm 9, ✉ 27	[476, 254, 682, 269]
directory-entry: — E., Tischler, Schaarmarkt 12, ✉ 9	[781, 1610, 966, 1625]
directory-entry: — T. C. H., Fᵃ Dietrich Hermsen, ☎ V, 999, Hochallee 87, ✉ 37	[164, 1456, 445, 1486]
directory-entry: Hermes, A., Fuhlsbüttelerstr. 29, ✉ 33	[164, 316, 358, 331]
directory-entry: — Wwe. Hermine, Annenstr. 33, ✉ 4	[164, 562, 353, 577]
directory-entry: — Jos., Heizer, Carolinenstr. 29, H. 4	[1086, 1287, 1276, 1302]
directory-entry: — A., Kaufm., Hirtenstr. 64, ✉ 26	[781, 917, 955, 932]
directory-entry: — A. C., Privatier, Engl. Planke 4, ✉ 11	[164, 439, 368, 454]
directory-entry: — Wwe. C. E., BCto: Deutsche B. Fil. Hbg., Mittelweg 126, ✉ 13	[781, 1471, 1063, 1502]
directory-entry: — G., Lutterothstr. 83, ✉ 31	[1086, 732, 1231, 747]
directory-entry: — Telegr.-Inspektor, Peterstr. 33 a, ✉ 3	[476, 871, 676, 886]
directory-entry: — D. T. J., Fᵃ Dietrich Hermsen, ☎ V, 999, Hochallee 87, ✉ 37	[164, 1364, 441, 1394]
